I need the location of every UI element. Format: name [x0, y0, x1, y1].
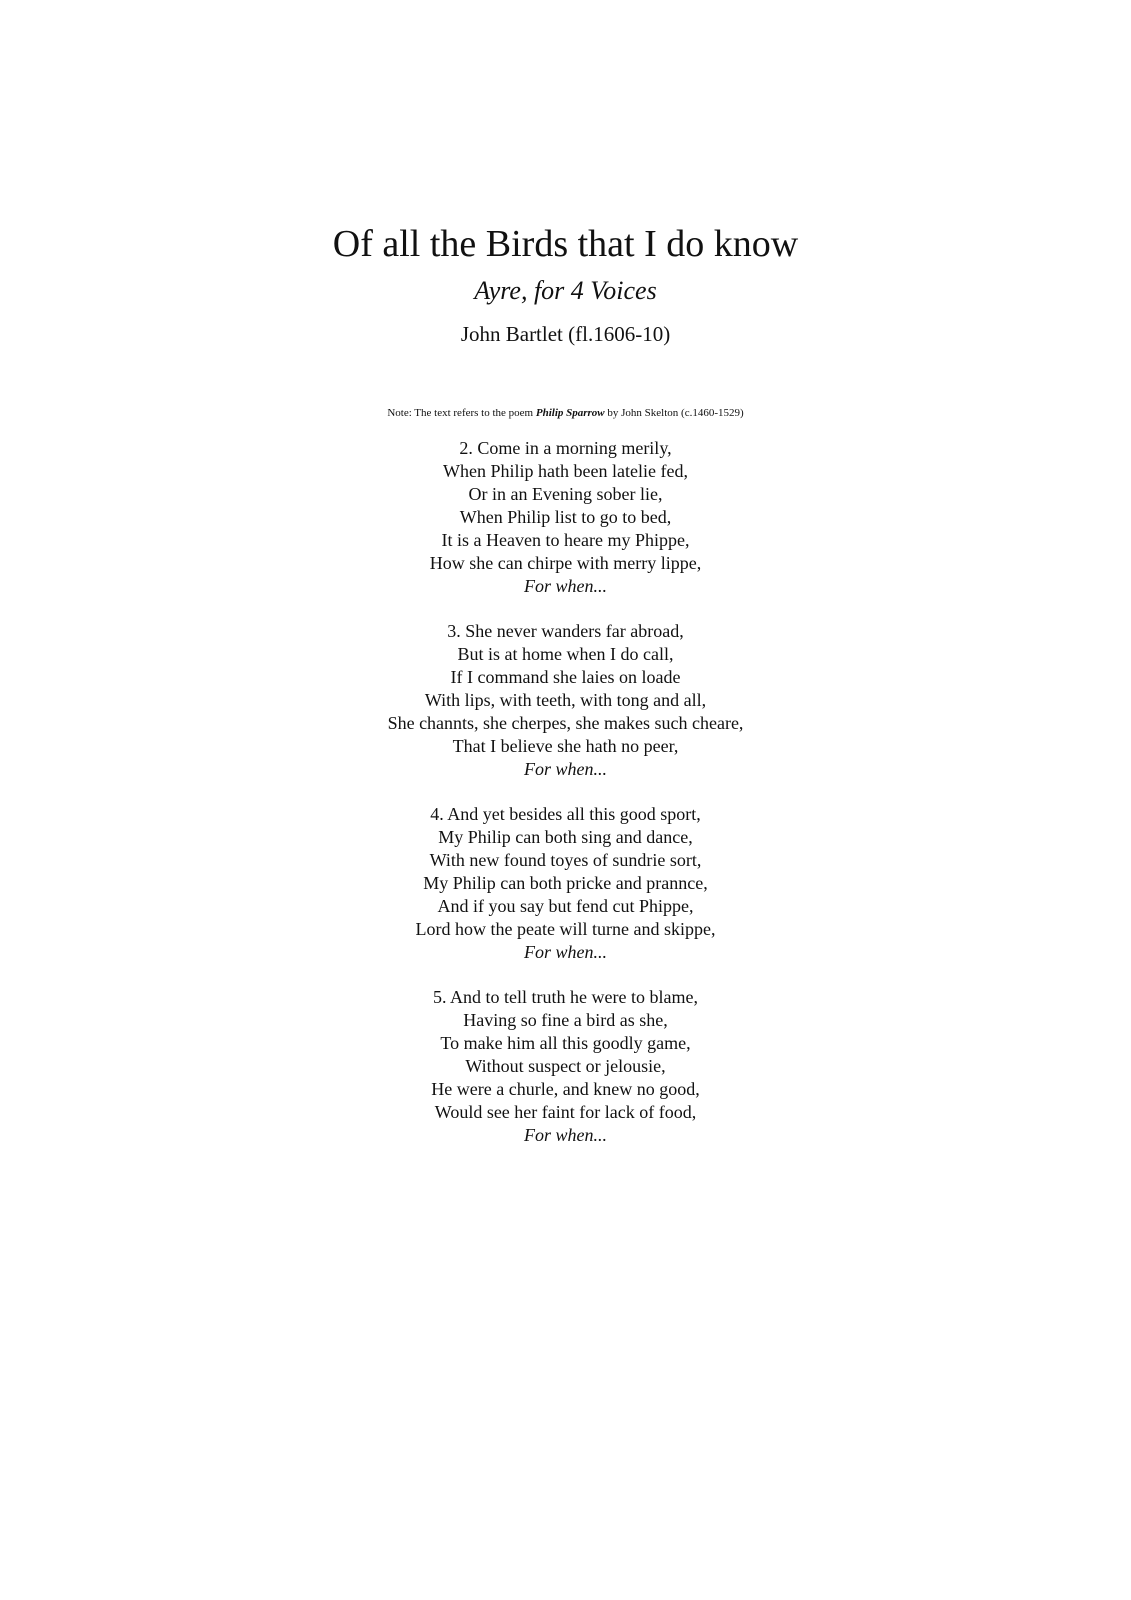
verse-line: My Philip can both pricke and prannce, [423, 873, 708, 893]
verse-line: 4. And yet besides all this good sport, [430, 804, 701, 824]
note-poem-title: Philip Sparrow [535, 407, 605, 419]
verse-line: He were a churle, and knew no good, [431, 1079, 700, 1099]
verse-5 [0, 986, 1131, 1147]
verse-line: 5. And to tell truth he were to blame, [433, 987, 698, 1007]
note-prefix: Note: The text refers to the poem [387, 407, 536, 419]
verse-line: How she can chirpe with merry lippe, [429, 553, 702, 573]
verse-refrain: For when... [524, 576, 607, 596]
verse-line: With lips, with teeth, with tong and all, [424, 690, 707, 710]
song-title: Of all the Birds that I do know [332, 223, 799, 265]
verse-line: It is a Heaven to heare my Phippe, [441, 530, 690, 550]
verse-line: She channts, she cherpes, she makes such cheare, [387, 713, 744, 733]
source-note [0, 406, 1131, 420]
verse-line: And if you say but fend cut Phippe, [437, 896, 694, 916]
song-subtitle: Ayre, for 4 Voices [474, 276, 657, 305]
verse-3 [0, 620, 1131, 781]
verse-line: To make him all this goodly game, [440, 1033, 691, 1053]
verse-line: When Philip hath been latelie fed, [443, 461, 688, 481]
verse-line: Lord how the peate will turne and skippe, [415, 919, 716, 939]
verse-line: Without suspect or jelousie, [465, 1056, 666, 1076]
verse-2 [0, 437, 1131, 598]
verse-refrain: For when... [524, 942, 607, 962]
note-suffix: by John Skelton (c.1460-1529) [604, 407, 744, 419]
verse-line: 3. She never wanders far abroad, [447, 621, 684, 641]
verse-line: When Philip list to go to bed, [459, 507, 672, 527]
verse-refrain: For when... [524, 1125, 607, 1145]
verse-line: But is at home when I do call, [457, 644, 674, 664]
verse-line: Having so fine a bird as she, [463, 1010, 668, 1030]
verse-line: That I believe she hath no peer, [452, 736, 679, 756]
verse-refrain: For when... [524, 759, 607, 779]
verse-4 [0, 803, 1131, 964]
verse-line: If I command she laies on loade [450, 667, 681, 687]
verse-line: My Philip can both sing and dance, [438, 827, 693, 847]
verse-line: Or in an Evening sober lie, [468, 484, 663, 504]
verse-line: 2. Come in a morning merily, [459, 438, 672, 458]
verses [0, 437, 1131, 1169]
composer-credit: John Bartlet (fl.1606-10) [460, 322, 671, 346]
verse-line: With new found toyes of sundrie sort, [429, 850, 702, 870]
verse-line: Would see her faint for lack of food, [434, 1102, 697, 1122]
